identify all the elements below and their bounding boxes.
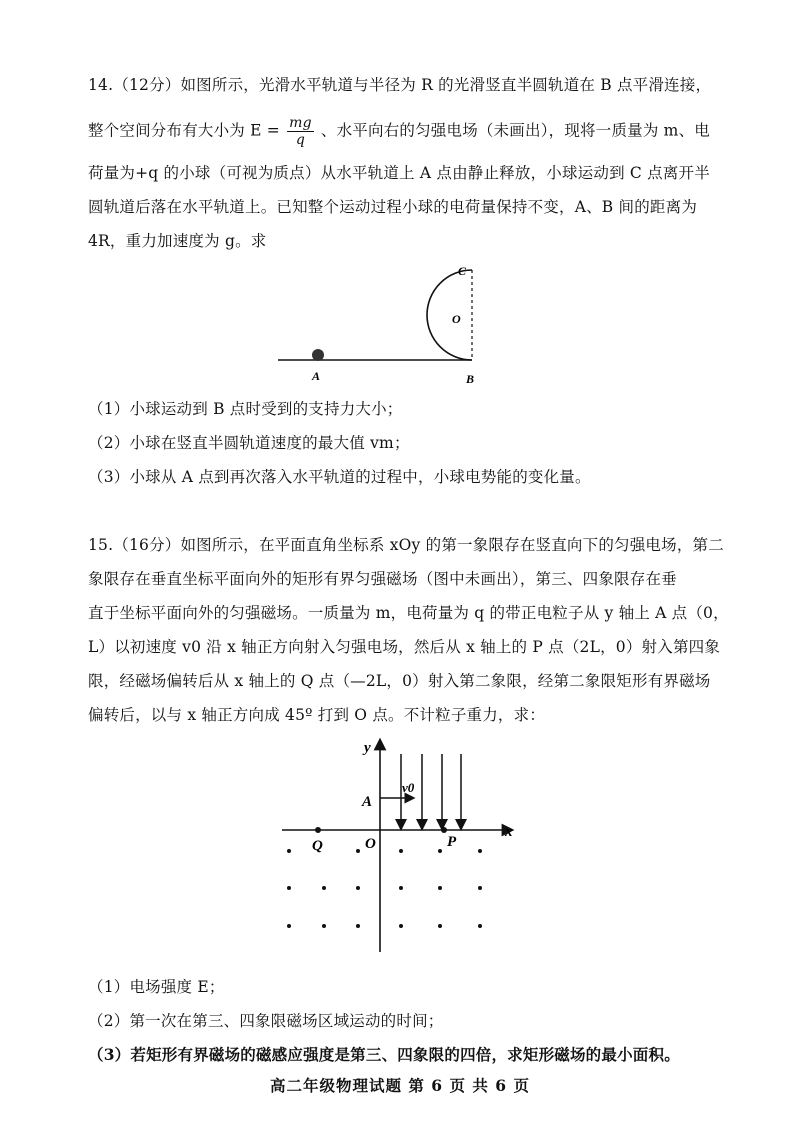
label-p: P bbox=[447, 834, 457, 850]
q14-line-3: 荷量为+q 的小球（可视为质点）从水平轨道上 A 点由静止释放，小球运动到 C 点离开半 bbox=[88, 164, 710, 182]
point-q bbox=[315, 827, 321, 833]
q14-line-2-post: 、水平向右的匀强电场（未画出），现将一质量为 m、电 bbox=[320, 121, 710, 140]
label-b: B bbox=[466, 372, 475, 386]
ball-icon bbox=[312, 349, 324, 361]
q15-line-2: 象限存在垂直坐标平面向外的矩形有界匀强磁场（图中未画出），第三、四象限存在垂 bbox=[88, 570, 677, 588]
label-a: A bbox=[312, 369, 321, 383]
label-q: Q bbox=[312, 838, 323, 854]
fraction-denominator: q bbox=[295, 132, 306, 148]
q14-line-5: 4R，重力加速度为 g。求 bbox=[88, 232, 267, 250]
q14-sub-3: （3）小球从 A 点到再次落入水平轨道的过程中，小球电势能的变化量。 bbox=[88, 468, 591, 486]
q14-figure bbox=[0, 0, 800, 400]
label-v0: v0 bbox=[402, 780, 415, 795]
q15-sub-1: （1）电场强度 E； bbox=[88, 978, 225, 996]
q15-line-5: 限，经磁场偏转后从 x 轴上的 Q 点（—2L，0）射入第二象限，经第二象限矩形有界磁场 bbox=[88, 672, 711, 690]
label-c: C bbox=[458, 264, 467, 278]
q14-line-2-pre: 整个空间分布有大小为 E = bbox=[88, 121, 280, 140]
label-o: O bbox=[365, 836, 376, 852]
q14-line-4: 圆轨道后落在水平轨道上。已知整个运动过程小球的电荷量保持不变，A、B 间的距离为 bbox=[88, 198, 698, 216]
q15-line-3: 直于坐标平面向外的匀强磁场。一质量为 m，电荷量为 q 的带正电粒子从 y 轴上 A 点（0， bbox=[88, 604, 729, 622]
q15-line-4: L）以初速度 v0 沿 x 轴正方向射入匀强电场，然后从 x 轴上的 P 点（2L，0）射入第四象 bbox=[88, 638, 721, 656]
q15-line-6: 偏转后，以与 x 轴正方向成 45º 打到 O 点。不计粒子重力，求： bbox=[88, 706, 546, 724]
label-o: O bbox=[452, 312, 461, 326]
semicircle-track bbox=[427, 270, 472, 360]
magnetic-field-dots bbox=[287, 849, 482, 928]
page-footer: 高二年级物理试题 第 6 页 共 6 页 bbox=[270, 1076, 530, 1095]
q14-sub-2: （2）小球在竖直半圆轨道速度的最大值 vm； bbox=[88, 434, 410, 452]
point-p bbox=[441, 827, 447, 833]
q15-line-1: 15.（16分）如图所示，在平面直角坐标系 xOy 的第一象限存在竖直向下的匀强电场，第二 bbox=[88, 536, 724, 554]
label-x: x bbox=[505, 824, 513, 840]
q15-sub-2: （2）第一次在第三、四象限磁场区域运动的时间； bbox=[88, 1012, 444, 1030]
label-a: A bbox=[362, 794, 373, 810]
q14-line-1: 14.（12分）如图所示，光滑水平轨道与半径为 R 的光滑竖直半圆轨道在 B 点平滑连接， bbox=[88, 76, 712, 94]
fraction-numerator: mg bbox=[289, 115, 312, 131]
q15-figure bbox=[0, 730, 800, 970]
q14-sub-1: （1）小球运动到 B 点时受到的支持力大小； bbox=[88, 400, 403, 418]
label-y: y bbox=[364, 740, 371, 756]
q15-sub-3: （3）若矩形有界磁场的磁感应强度是第三、四象限的四倍，求矩形磁场的最小面积。 bbox=[88, 1045, 680, 1064]
